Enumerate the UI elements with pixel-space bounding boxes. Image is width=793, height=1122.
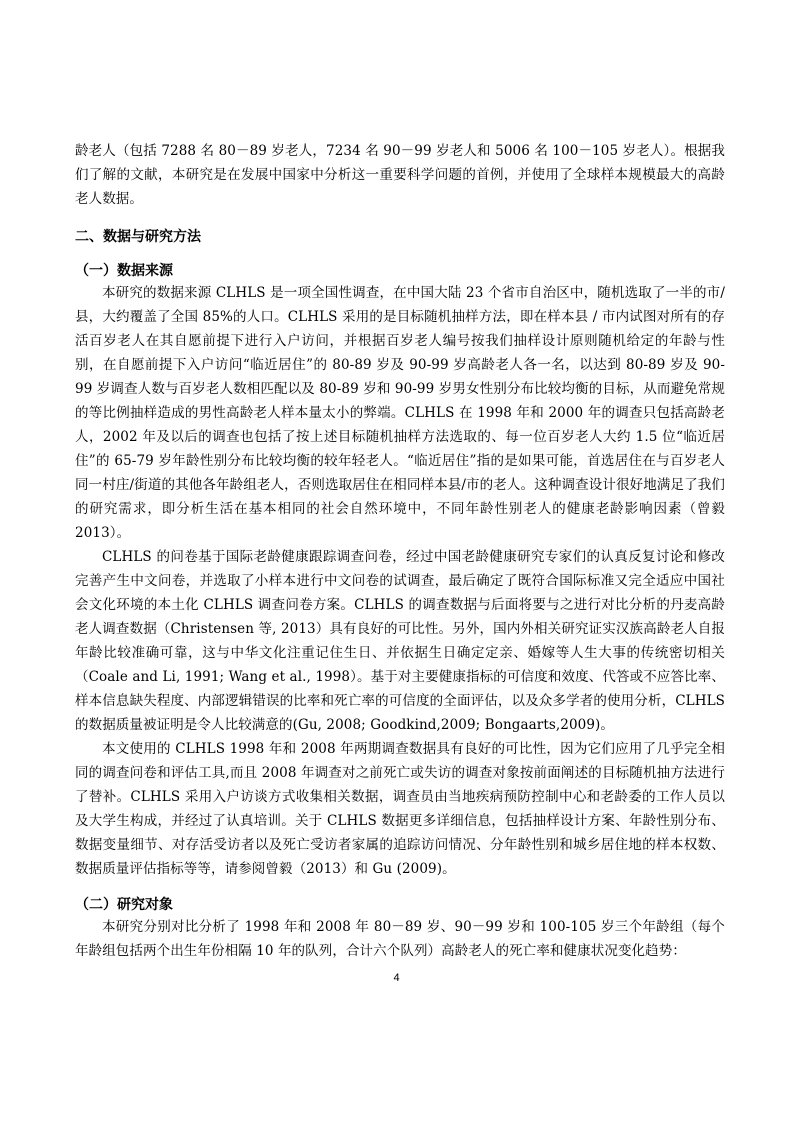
paragraph-data-source-3: 本文使用的 CLHLS 1998 年和 2008 年两期调查数据具有良好的可比性，因为它们应用了几乎完全相同的调查问卷和评估工具,而且 2008 年调查对之前死亡或失访的调查对象按前面阐述的目标随机抽方法进行了替补。CLHLS 采用入户访谈方式收集相关数据，调查员由当地疾病预防控制中心和老龄委的工作人员以及大学生构成，并经过了认真培训。关于 CLHLS 数据更多详细信息，包括抽样设计方案、年龄性别分布、数据变量细节、对存活受访者以及死亡受访者家属的追踪访问情况、分年龄性别和城乡居住地的样本权数、数据质量评估指标等等，请参阅曾毅（2013）和 Gu (2009)。 (75, 741, 725, 877)
subsection-heading-research-subjects: （二）研究对象 (75, 897, 173, 913)
page-number: 4 (393, 972, 400, 984)
paragraph-data-source-1: 本研究的数据来源 CLHLS 是一项全国性调查，在中国大陆 23 个省市自治区中，随机选取了一半的市/县，大约覆盖了全国 85%的人口。CLHLS 采用的是目标随机抽样方法，即在样本县 / 市内试图对所有的存活百岁老人在其自愿前提下进行入户访问，并根据百岁老人编号按我们抽样设计原则随机给定的年龄与性别，在自愿前提下入户访问“临近居住”的 80-89 岁及 90-99 岁高龄老人各一名，以达到 80-89 岁及 90-99 岁调查人数与百岁老人数相匹配以及 80-89 岁和 90-99 岁男女性别分布比较均衡的目标，从而避免常规的等比例抽样造成的男性高龄老人样本量太小的弊端。CLHLS 在 1998 年和 2000 年的调查只包括高龄老人，2002 年及以后的调查也包括了按上述目标随机抽样方法选取的、每一位百岁老人大约 1.5 位“临近居住”的 65-79 岁年龄性别分布比较均衡的较年轻老人。“临近居住”指的是如果可能，首选居住在与百岁老人同一村庄/街道的其他各年龄组老人，否则选取居住在相同样本县/市的老人。这种调查设计很好地满足了我们的研究需求，即分析生活在基本相同的社会自然环境中，不同年龄性别老人的健康老龄影响因素（曾毅 2013）。 (75, 285, 725, 541)
paragraph-research-subjects: 本研究分别对比分析了 1998 年和 2008 年 80－89 岁、90－99 岁和 100-105 岁三个年龄组（每个年龄组包括两个出生年份相隔 10 年的队列，合计六个队列）高龄老人的死亡率和健康状况变化趋势： (75, 919, 725, 959)
section-heading-data-methods: 二、数据与研究方法 (75, 229, 201, 245)
document-page (75, 139, 725, 963)
intro-paragraph: 龄老人（包括 7288 名 80－89 岁老人，7234 名 90－99 岁老人和 5006 名 100－105 岁老人）。根据我们了解的文献，本研究是在发展中国家中分析这一重要科学问题的首例，并使用了全球样本规模最大的高龄老人数据。 (75, 143, 725, 207)
paragraph-data-source-2: CLHLS 的问卷基于国际老龄健康跟踪调查问卷，经过中国老龄健康研究专家们的认真反复讨论和修改完善产生中文问卷，并选取了小样本进行中文问卷的试调查，最后确定了既符合国际标准又完全适应中国社会文化环境的本土化 CLHLS 调查问卷方案。CLHLS 的调查数据与后面将要与之进行对比分析的丹麦高龄老人调查数据（Christensen 等, 2013）具有良好的可比性。另外，国内外相关研究证实汉族高龄老人自报年龄比较准确可靠，这与中华文化注重记住生日、并依据生日确定定亲、婚嫁等人生大事的传统密切相关（Coale and Li, 1991; Wang et al., 1998）。基于对主要健康指标的可信度和效度、代答或不应答比率、样本信息缺失程度、内部逻辑错误的比率和死亡率的可信度的全面评估，以及众多学者的使用分析，CLHLS 的数据质量被证明是令人比较满意的(Gu, 2008; Goodkind,2009; Bongaarts,2009)。 (75, 549, 725, 733)
subsection-heading-data-source: （一）数据来源 (75, 263, 173, 279)
